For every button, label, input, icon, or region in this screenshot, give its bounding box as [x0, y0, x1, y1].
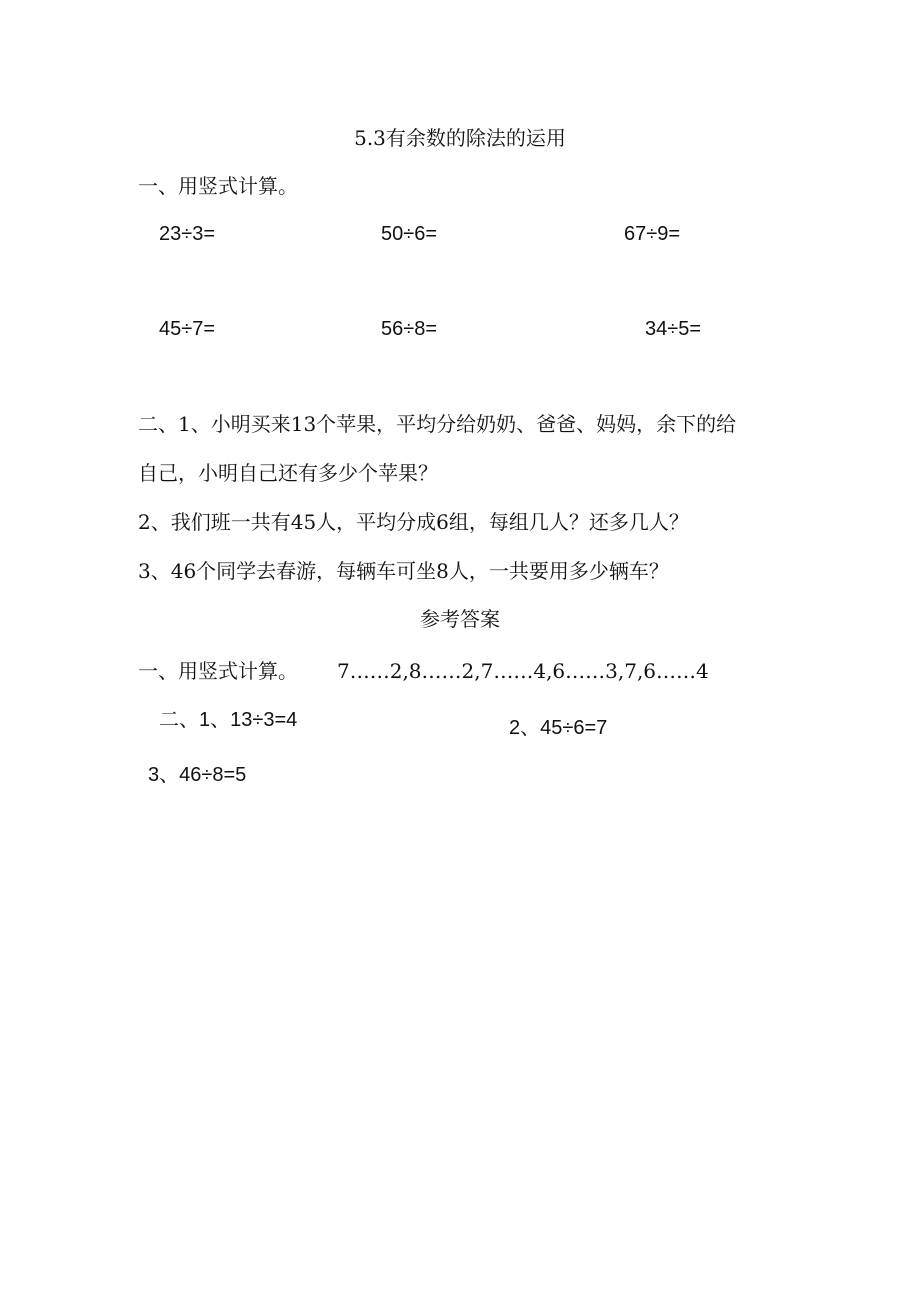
- problem-3: 67÷9=: [624, 223, 681, 245]
- answers-section1-values: 7……2,8……2,7……4,6……3,7,6……4: [337, 659, 709, 683]
- answer-1: 二、1、13÷3=4: [159, 709, 298, 731]
- problem-2: 50÷6=: [381, 223, 438, 245]
- answer-3: 3、46÷8=5: [148, 764, 247, 786]
- problem-6: 34÷5=: [645, 318, 702, 340]
- question-1-line-2: 自己，小明自己还有多少个苹果？: [138, 461, 438, 485]
- question-3: 3、46个同学去春游，每辆车可坐8人，一共要用多少辆车？: [138, 559, 669, 583]
- answers-title: 参考答案: [420, 607, 500, 631]
- answer-2: 2、45÷6=7: [509, 717, 608, 739]
- question-1-line-1: 二、1、小明买来13个苹果，平均分给奶奶、爸爸、妈妈，余下的给: [138, 412, 737, 436]
- section1-heading: 一、用竖式计算。: [138, 174, 298, 198]
- problem-5: 56÷8=: [381, 318, 438, 340]
- problem-1: 23÷3=: [159, 223, 216, 245]
- document-title: 5.3有余数的除法的运用: [354, 126, 566, 150]
- problem-4: 45÷7=: [159, 318, 216, 340]
- answers-section1-label: 一、用竖式计算。: [138, 659, 298, 683]
- question-2: 2、我们班一共有45人，平均分成6组，每组几人？还多几人？: [138, 510, 689, 534]
